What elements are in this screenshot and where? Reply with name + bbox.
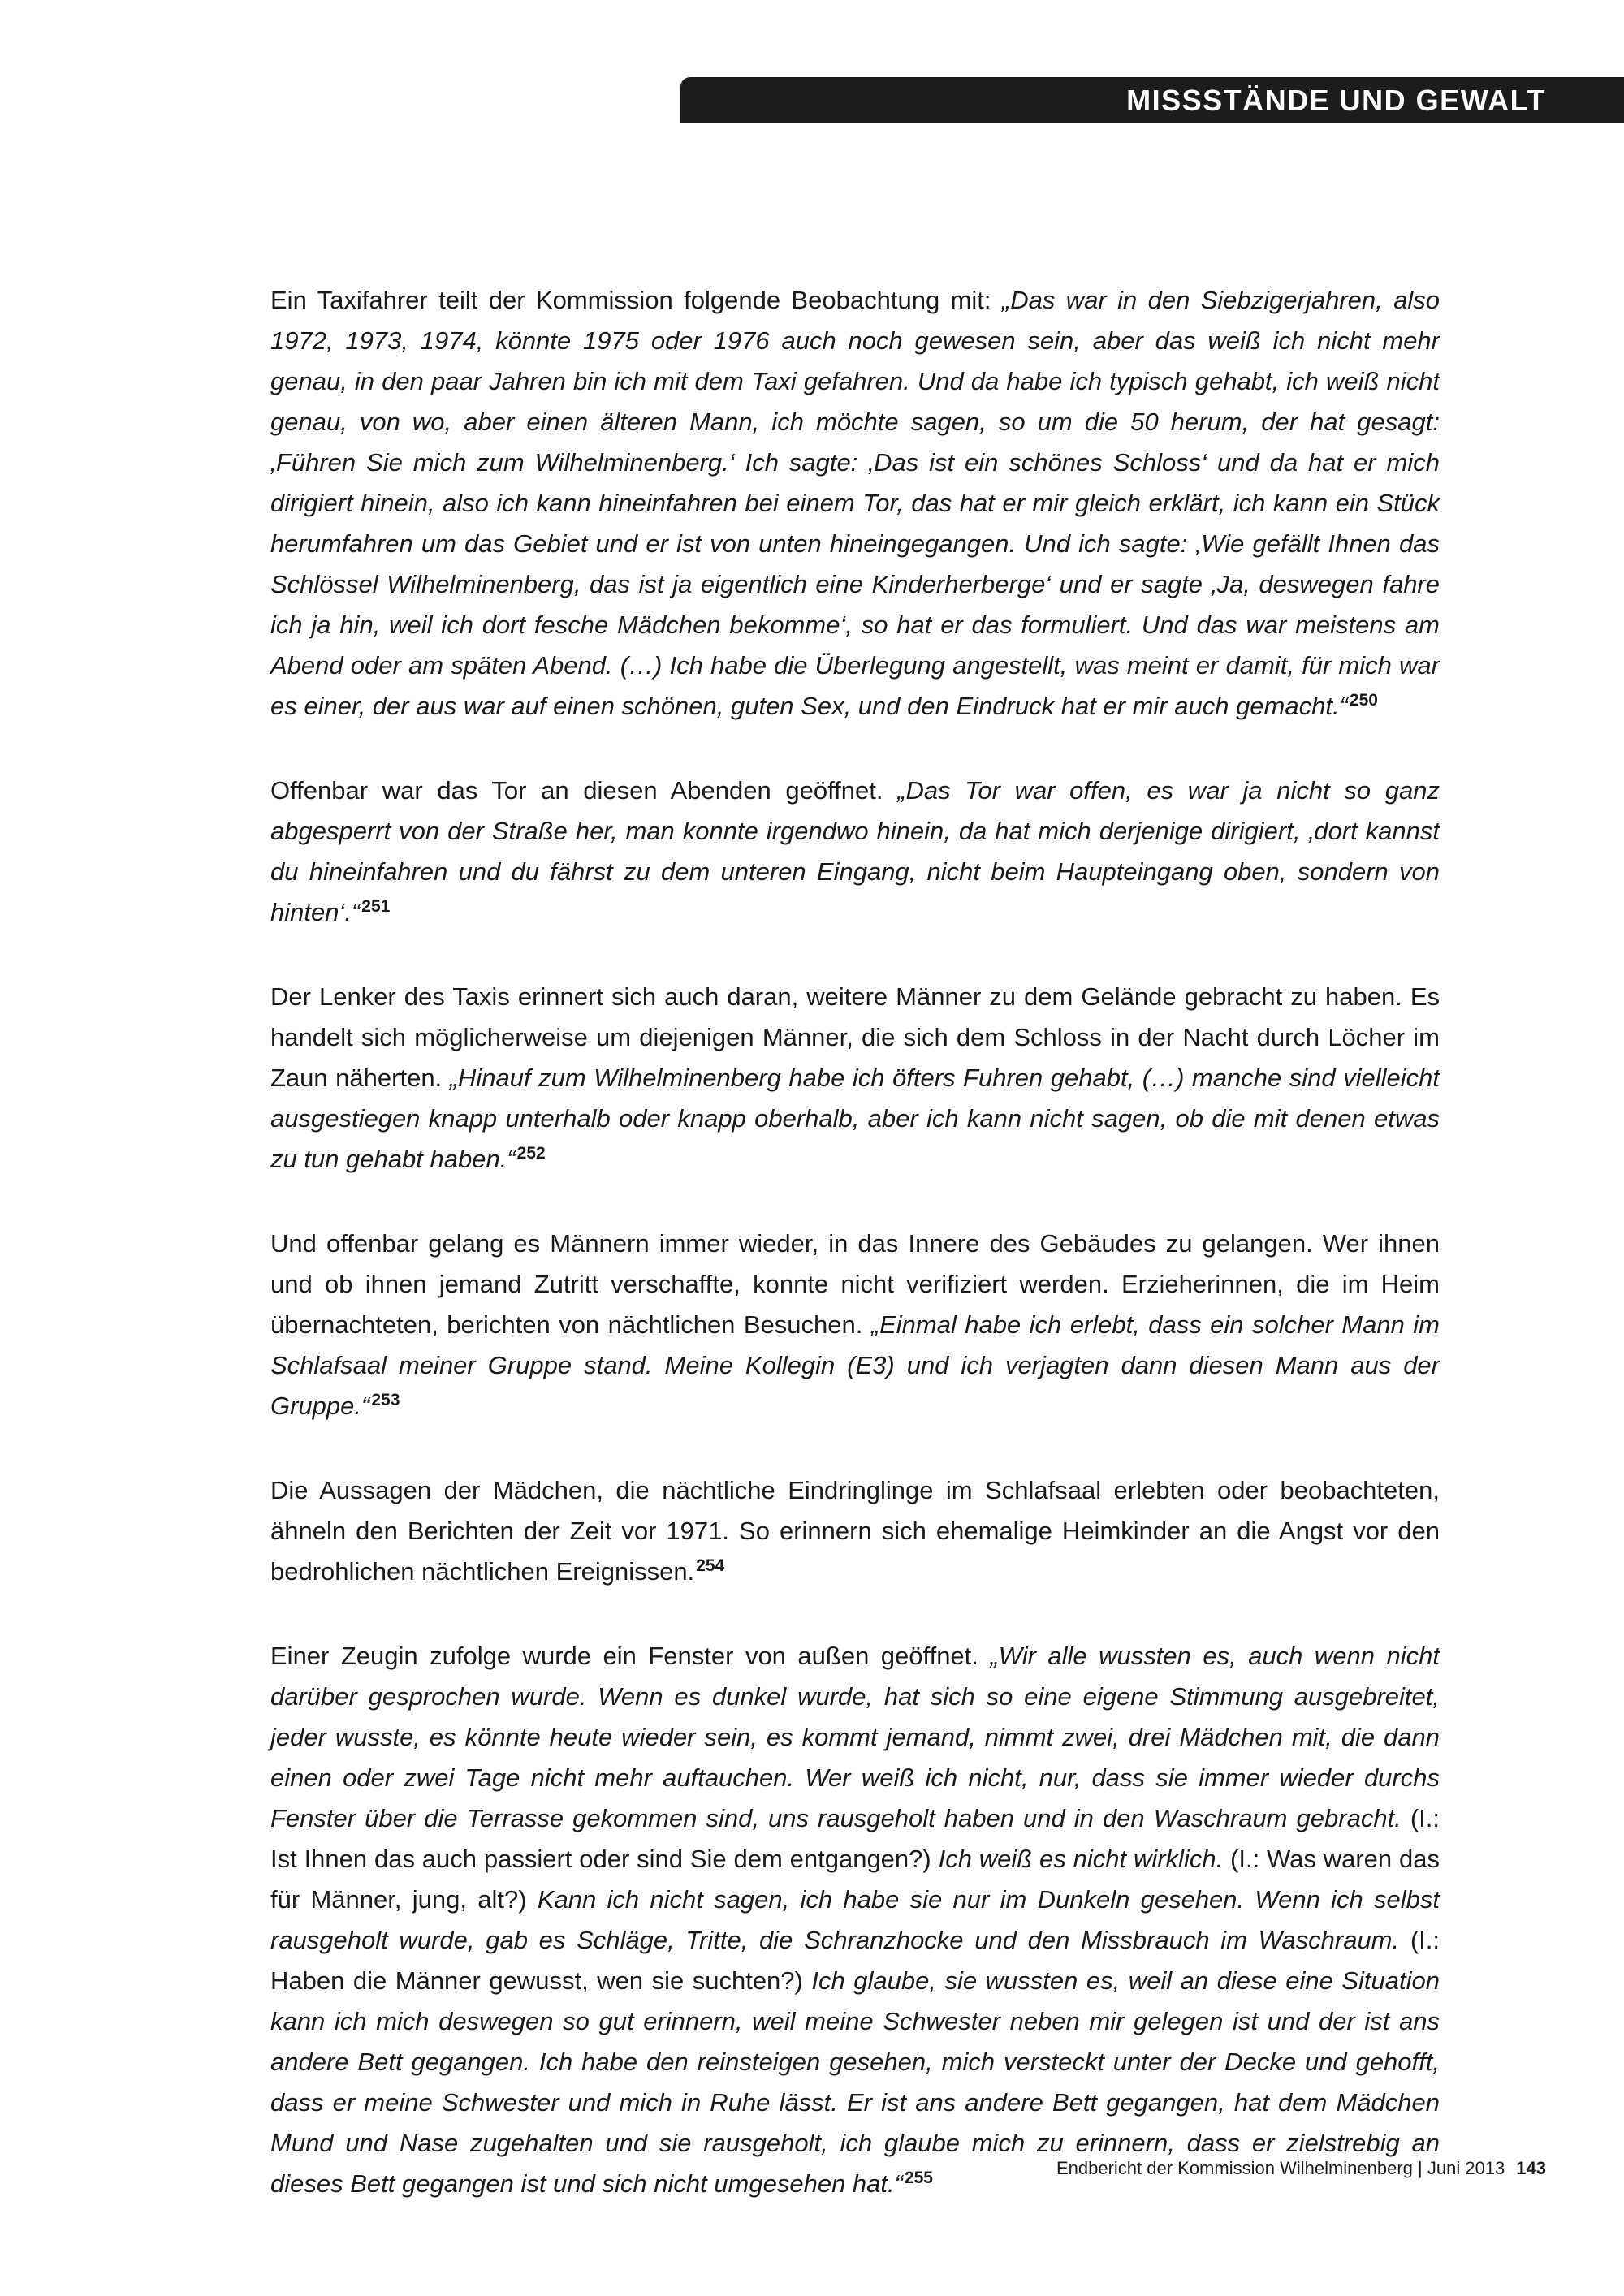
page-footer <box>1056 2158 1546 2179</box>
paragraph <box>270 977 1440 1183</box>
quote-text: Ich glaube, sie wussten es, weil an diese eine Situation kann ich mich deswegen so gut erinnern, weil meine Schwester neben mir gelegen ist und der ist ans andere Bett gegangen. Ich habe den reinsteigen gesehen, mich versteckt unter der Decke und gehofft, dass er meine Schwester und mich in Ruhe lässt. Er ist ans andere Bett gegangen, hat dem Mädchen Mund und Nase zugehalten und sie rausgeholt, ich glaube mich zu erinnern, dass er zielstrebig an dieses Bett gegangen ist und sich nicht umgesehen hat.“ <box>270 1966 1440 2198</box>
paragraph-text: Einer Zeugin zufolge wurde ein Fenster von außen geöffnet. <box>270 1642 991 1670</box>
paragraph <box>270 770 1440 936</box>
main-text <box>270 280 1440 2248</box>
quote-text: „Hinauf zum Wilhelminenberg habe ich öfters Fuhren gehabt, (…) manche sind vielleicht ausgestiegen knapp unterhalb oder knapp oberhalb, aber ich kann nicht sagen, ob die mit denen etwas zu tun gehabt haben.“ <box>270 1064 1440 1173</box>
footnote-ref[interactable]: 252 <box>516 1144 546 1163</box>
interviewer-question: (I.: Ist Ihnen das auch passiert oder sind Sie dem entgangen?) <box>270 1804 1440 1873</box>
quote-text: Ich weiß es nicht wirklich. <box>938 1845 1224 1873</box>
footer-text: Endbericht der Kommission Wilhelminenberg | Juni 2013 <box>1056 2158 1505 2178</box>
interviewer-question: (I.: Was waren das für Männer, jung, alt?) <box>270 1845 1440 1914</box>
quote-text: „Das war in den Siebzigerjahren, also 1972, 1973, 1974, könnte 1975 oder 1976 auch noch gewesen sein, aber das weiß ich nicht mehr genau, in den paar Jahren bin ich mit dem Taxi gefahren. Und da habe ich typisch gehabt, ich weiß nicht genau, von wo, aber einen älteren Mann, ich möchte sagen, so um die 50 herum, der hat gesagt: ‚Führen Sie mich zum Wilhelminenberg.‘ Ich sagte: ‚Das ist ein schönes Schloss‘ und da hat er mich dirigiert hinein, also ich kann hineinfahren bei einem Tor, das hat er mir gleich erklärt, ich kann ein Stück herumfahren um das Gebiet und er ist von unten hineingegangen. Und ich sagte: ‚Wie gefällt Ihnen das Schlössel Wilhelminenberg, das ist ja eigentlich eine Kinderherberge‘ und er sagte ‚Ja, deswegen fahre ich ja hin, weil ich dort fesche Mädchen bekomme‘, so hat er das formuliert. Und das war meistens am Abend oder am späten Abend. (…) Ich habe die Überlegung angestellt, was meint er damit, für mich war es einer, der aus war auf einen schönen, guten Sex, und den Eindruck hat er mir auch gemacht.“ <box>270 286 1440 720</box>
paragraph-text: Die Aussagen der Mädchen, die nächtliche Eindringlinge im Schlafsaal erlebten oder beobachteten, ähneln den Berichten der Zeit vor 1971. So erinnern sich ehemalige Heimkinder an die Angst vor den bedrohlichen nächtlichen Ereignissen. <box>270 1476 1440 1586</box>
footnote-ref[interactable]: 255 <box>904 2169 933 2187</box>
footnote-ref[interactable]: 251 <box>361 897 391 916</box>
paragraph <box>270 1470 1440 1595</box>
footnote-ref[interactable]: 254 <box>696 1556 725 1575</box>
paragraph-text: Ein Taxifahrer teilt der Kommission folgende Beobachtung mit: <box>270 286 1002 314</box>
footnote-ref[interactable]: 250 <box>1349 691 1378 710</box>
quote-text: „Wir alle wussten es, auch wenn nicht darüber gesprochen wurde. Wenn es dunkel wurde, hat sich so eine eigene Stimmung ausgebreitet, jeder wusste, es könnte heute wieder sein, es kommt jemand, nimmt zwei, drei Mädchen mit, die dann einen oder zwei Tage nicht mehr auftauchen. Wer weiß ich nicht, nur, dass sie immer wieder durchs Fenster über die Terrasse gekommen sind, uns rausgeholt haben und in den Waschraum gebracht. <box>270 1642 1440 1832</box>
paragraph-text: Und offenbar gelang es Männern immer wieder, in das Innere des Gebäudes zu gelangen. Wer ihnen und ob ihnen jemand Zutritt verschaffte, konnte nicht verifiziert werden. Erzieherinnen, die im Heim übernachteten, berichten von nächtlichen Besuchen. <box>270 1229 1440 1339</box>
paragraph-text: Der Lenker des Taxis erinnert sich auch daran, weitere Männer zu dem Gelände gebracht zu haben. Es handelt sich möglicherweise um diejenigen Männer, die sich dem Schloss in der Nacht durch Löcher im Zaun näherten. <box>270 982 1440 1092</box>
section-header-bar <box>680 77 1624 123</box>
paragraph-text: Offenbar war das Tor an diesen Abenden geöffnet. <box>270 776 898 805</box>
footnote-ref[interactable]: 253 <box>371 1391 400 1409</box>
quote-text: Kann ich nicht sagen, ich habe sie nur im Dunkeln gesehen. Wenn ich selbst rausgeholt wurde, gab es Schläge, Tritte, die Schranzhocke und den Missbrauch im Waschraum. <box>270 1885 1440 1954</box>
quote-text: „Einmal habe ich erlebt, dass ein solcher Mann im Schlafsaal meiner Gruppe stand. Meine Kollegin (E3) und ich verjagten dann diesen Mann aus der Gruppe.“ <box>270 1310 1440 1420</box>
paragraph <box>270 280 1440 730</box>
quote-text: „Das Tor war offen, es war ja nicht so ganz abgesperrt von der Straße her, man konnte irgendwo hinein, da hat mich derjenige dirigiert, ‚dort kannst du hineinfahren und du fährst zu dem unteren Eingang, nicht beim Haupteingang oben, sondern von hinten‘.“ <box>270 776 1440 926</box>
paragraph <box>270 1636 1440 2208</box>
interviewer-question: (I.: Haben die Männer gewusst, wen sie suchten?) <box>270 1926 1440 1995</box>
page-number: 143 <box>1516 2158 1546 2178</box>
paragraph <box>270 1224 1440 1430</box>
section-title: MISSSTÄNDE UND GEWALT <box>1126 83 1546 117</box>
